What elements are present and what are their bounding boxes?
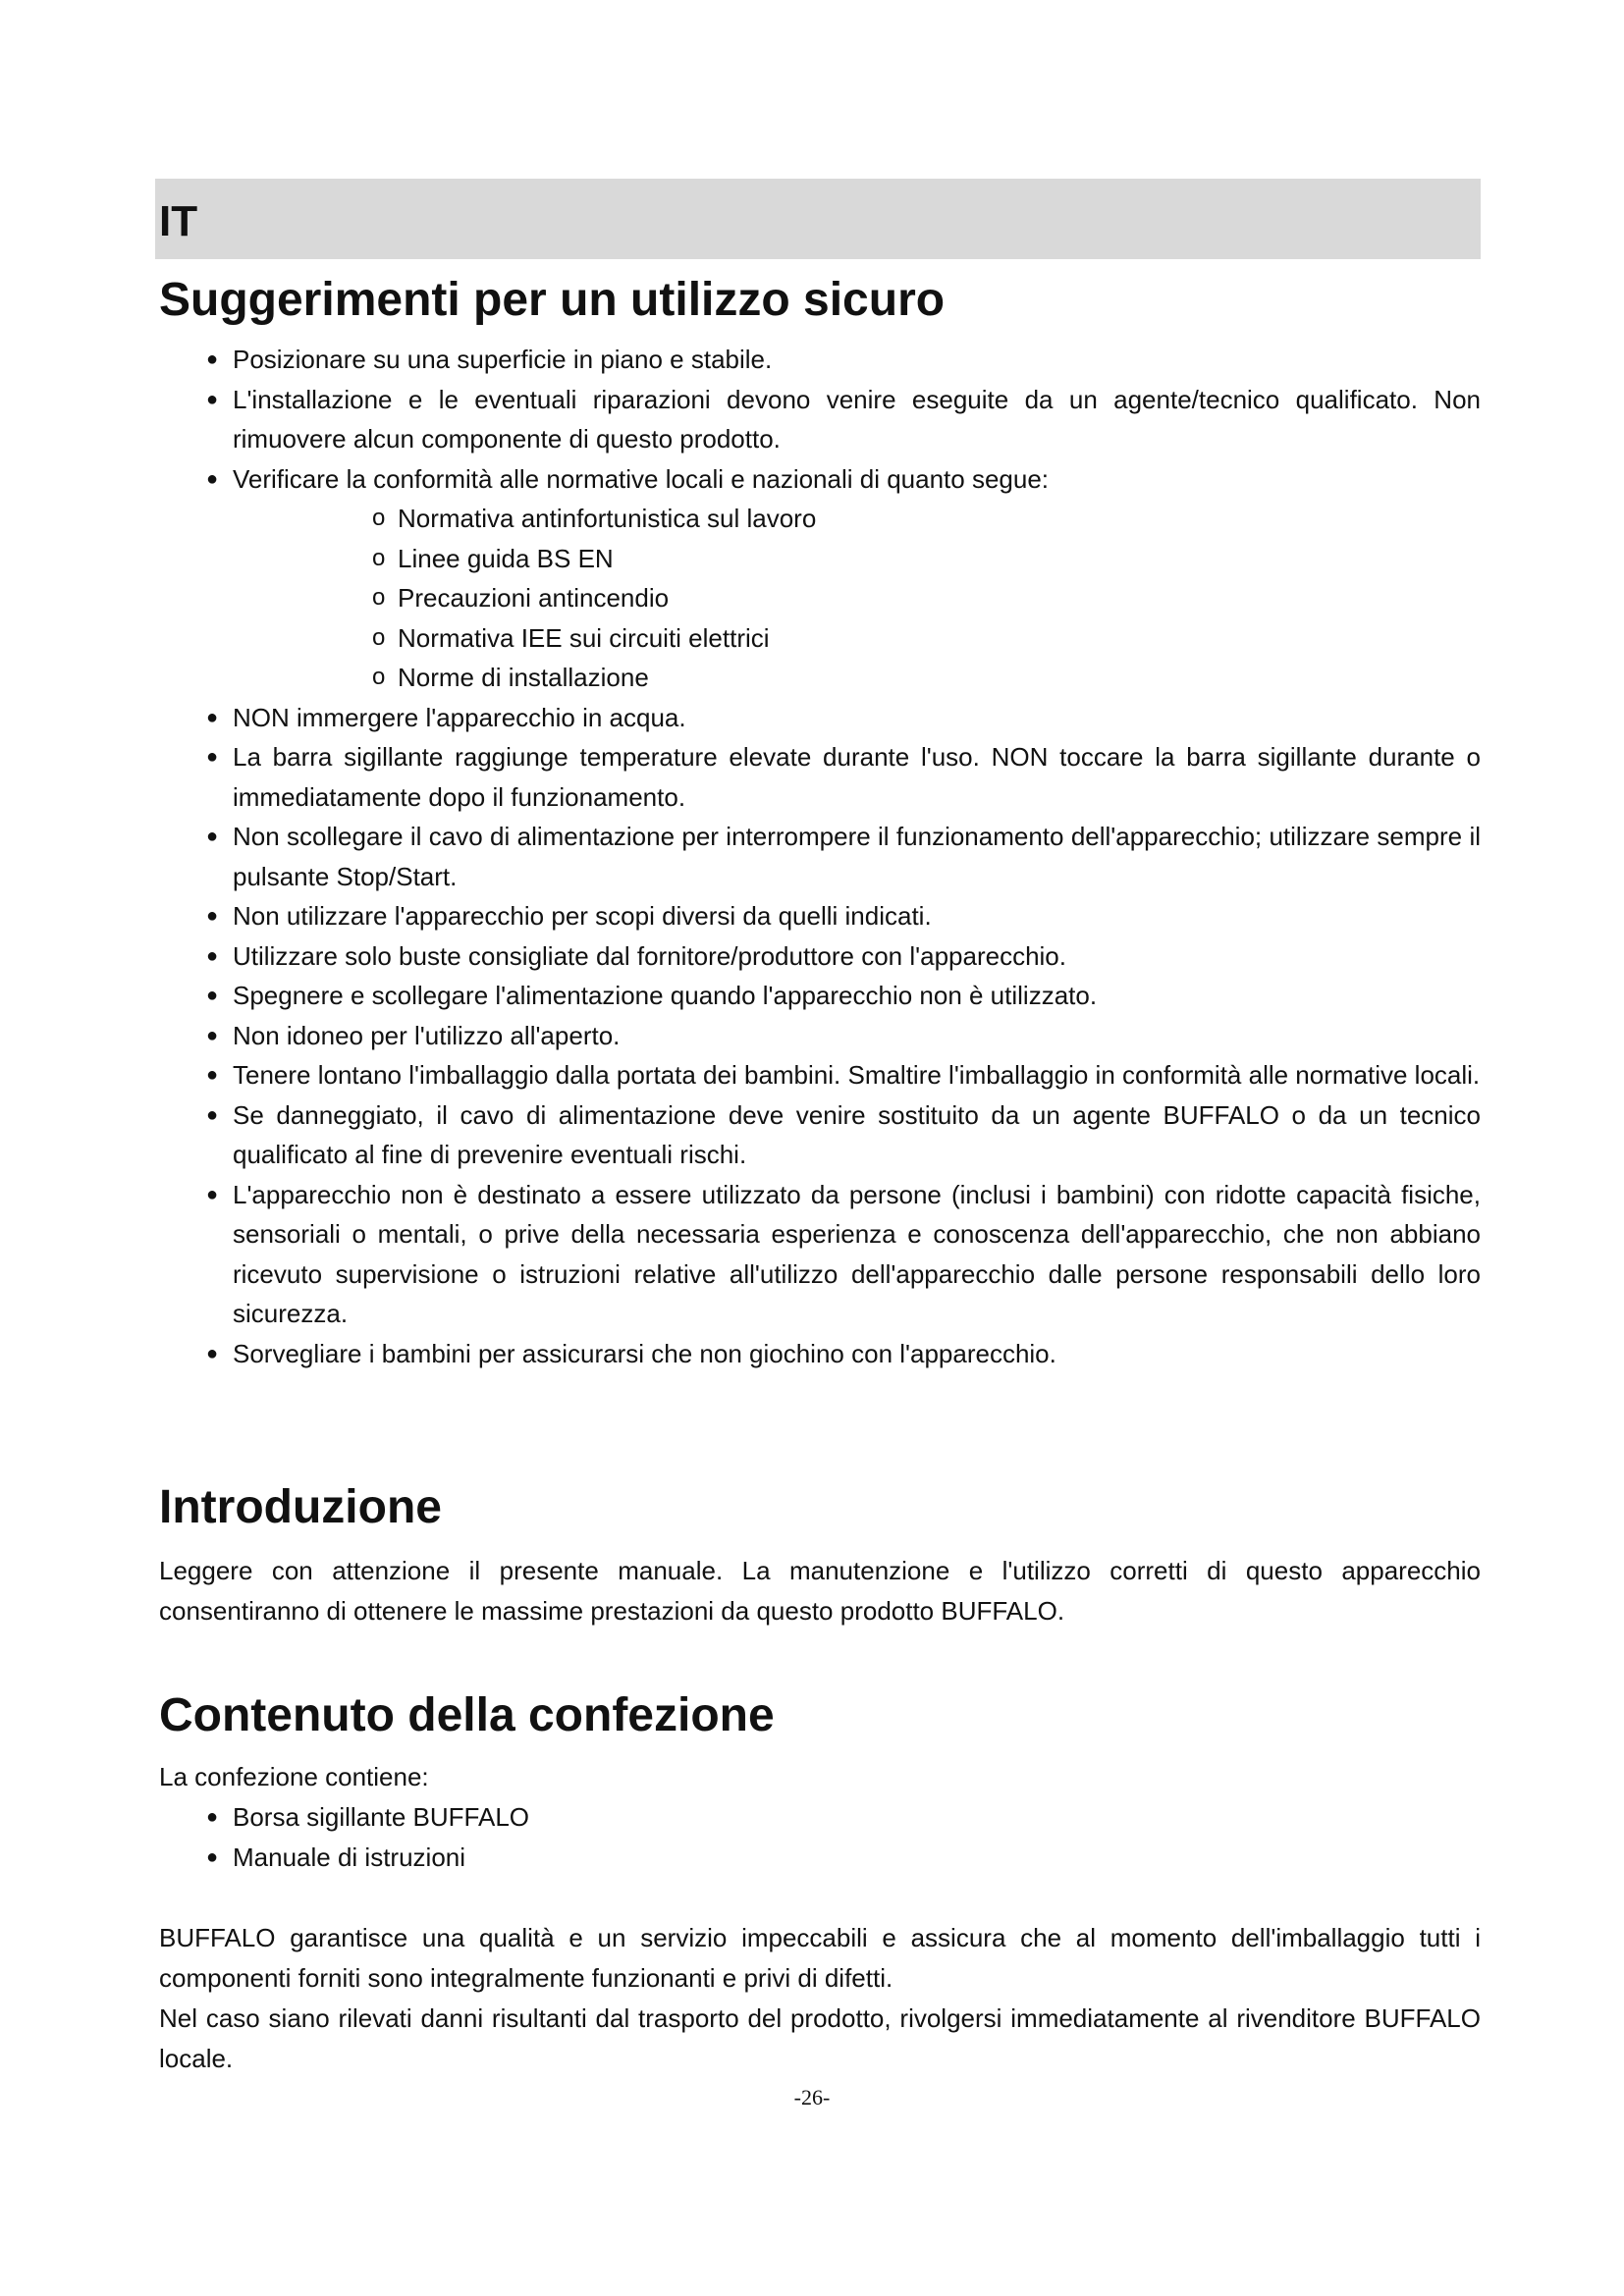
sub-list-item: o Precauzioni antincendio (233, 578, 1481, 618)
bullet-icon: ● (206, 1845, 219, 1868)
safety-list (159, 340, 1481, 1373)
circle-bullet-icon: o (372, 664, 386, 690)
circle-bullet-icon: o (372, 584, 386, 611)
list-item: ● Verificare la conformità alle normative locali e nazionali di quanto segue: o Normativa antinfortunistica sul lavoro o Linee guida BS EN o Precauzioni antincendio o Normativa IEE sui circuiti elettrici o Norme di installazione (159, 459, 1481, 698)
warranty-text: BUFFALO garantisce una qualità e un servizio impeccabili e assicura che al momento dell'imballaggio tutti i componenti forniti sono integralmente funzionanti e privi di difetti. (159, 1923, 1481, 1993)
list-item: ● Borsa sigillante BUFFALO (159, 1797, 1481, 1838)
bullet-icon: ● (206, 348, 219, 370)
regulations-sublist (233, 499, 1481, 698)
introduction-text: Leggere con attenzione il presente manuale. La manutenzione e l'utilizzo corretti di questo apparecchio consentiranno di ottenere le massime prestazioni da questo prodotto BUFFALO. (159, 1556, 1481, 1626)
package-lead-text: La confezione contiene: (159, 1762, 429, 1791)
sub-list-item: o Normativa IEE sui circuiti elettrici (233, 618, 1481, 659)
bullet-icon: ● (206, 746, 219, 768)
list-item: ● Non scollegare il cavo di alimentazione per interrompere il funzionamento dell'apparecchio; utilizzare sempre il pulsante Stop/Start. (159, 817, 1481, 896)
list-item: ● La barra sigillante raggiunge temperature elevate durante l'uso. NON toccare la barra sigillante durante o immediatamente dopo il funzionamento. (159, 737, 1481, 817)
safety-heading: Suggerimenti per un utilizzo sicuro (159, 274, 946, 326)
package-contents-heading: Contenuto della confezione (159, 1689, 775, 1741)
bullet-icon: ● (206, 1342, 219, 1364)
list-item: ● Tenere lontano l'imballaggio dalla portata dei bambini. Smaltire l'imballaggio in conformità alle normative locali. (159, 1055, 1481, 1095)
bullet-icon: ● (206, 706, 219, 728)
list-item: ● NON immergere l'apparecchio in acqua. (159, 698, 1481, 738)
circle-bullet-icon: o (372, 505, 386, 531)
bullet-icon: ● (206, 388, 219, 410)
bullet-icon: ● (206, 1806, 219, 1828)
circle-bullet-icon: o (372, 544, 386, 571)
page-number: -26- (793, 2085, 831, 2109)
list-item: ● L'installazione e le eventuali riparazioni devono venire eseguite da un agente/tecnico qualificato. Non rimuovere alcun componente di questo prodotto. (159, 380, 1481, 459)
bullet-icon: ● (206, 1024, 219, 1046)
list-item: ● Posizionare su una superficie in piano e stabile. (159, 340, 1481, 380)
circle-bullet-icon: o (372, 623, 386, 651)
bullet-icon: ● (206, 905, 219, 927)
list-item: ● Non idoneo per l'utilizzo all'aperto. (159, 1016, 1481, 1056)
bullet-icon: ● (206, 1183, 219, 1205)
list-item: ● Manuale di istruzioni (159, 1838, 1481, 1878)
list-item: ● Spegnere e scollegare l'alimentazione quando l'apparecchio non è utilizzato. (159, 976, 1481, 1016)
list-item: ● L'apparecchio non è destinato a essere utilizzato da persone (inclusi i bambini) con ridotte capacità fisiche, sensoriali o mentali, o prive della necessaria esperienza e conoscenza dell'apparecchio, che non abbiano ricevuto supervisione o istruzioni relative all'utilizzo dell'apparecchio dalle persone responsabili dello loro sicurezza. (159, 1175, 1481, 1334)
sub-list-item: o Linee guida BS EN (233, 539, 1481, 579)
bullet-icon: ● (206, 467, 219, 490)
bullet-icon: ● (206, 944, 219, 967)
language-header-bar (155, 179, 1481, 259)
bullet-icon: ● (206, 1103, 219, 1126)
sub-list-item: o Normativa antinfortunistica sul lavoro (233, 499, 1481, 539)
transport-damage-text: Nel caso siano rilevati danni risultanti dal trasporto del prodotto, rivolgersi immediatamente al rivenditore BUFFALO locale. (159, 2003, 1481, 2073)
list-item: ● Se danneggiato, il cavo di alimentazione deve venire sostituito da un agente BUFFALO o da un tecnico qualificato al fine di prevenire eventuali rischi. (159, 1095, 1481, 1175)
bullet-icon: ● (206, 985, 219, 1006)
bullet-icon: ● (206, 826, 219, 847)
list-item: ● Utilizzare solo buste consigliate dal fornitore/produttore con l'apparecchio. (159, 936, 1481, 977)
sub-list-item: o Norme di installazione (233, 658, 1481, 698)
list-item: ● Non utilizzare l'apparecchio per scopi diversi da quelli indicati. (159, 896, 1481, 936)
list-item: ● Sorvegliare i bambini per assicurarsi che non giochino con l'apparecchio. (159, 1334, 1481, 1374)
bullet-icon: ● (206, 1064, 219, 1086)
introduction-heading: Introduzione (159, 1481, 442, 1533)
language-code: IT (159, 197, 198, 245)
package-contents-list (159, 1797, 1481, 1877)
